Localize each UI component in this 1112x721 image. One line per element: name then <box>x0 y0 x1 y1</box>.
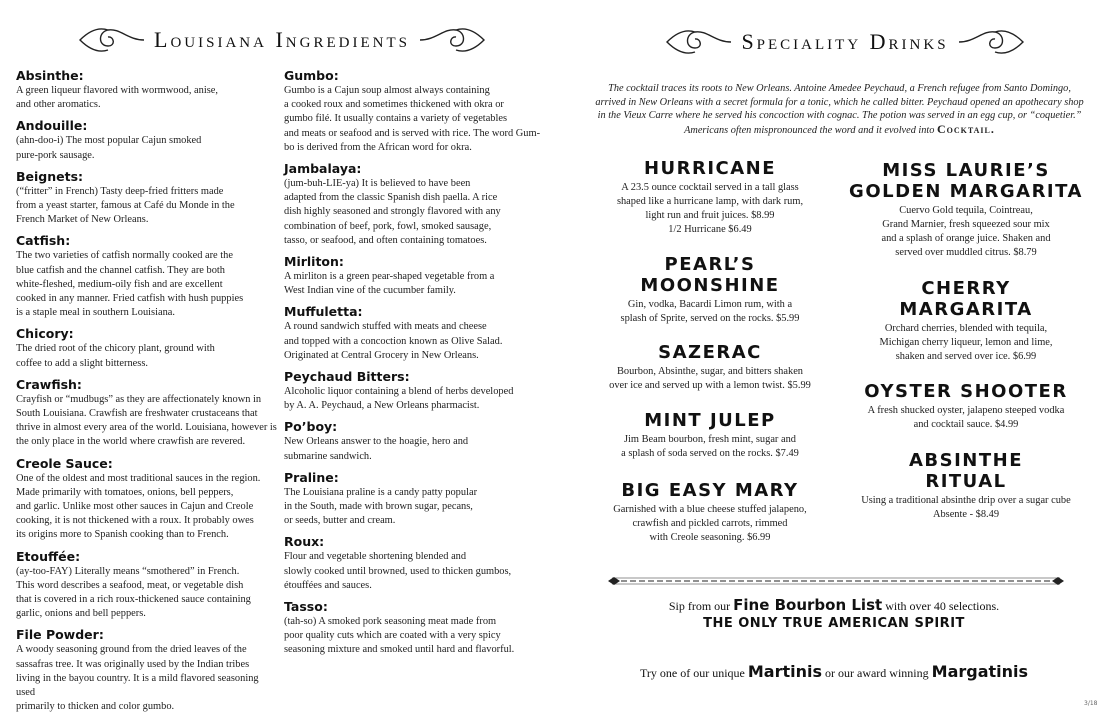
drink-name: ABSINTHE RITUAL <box>908 450 1023 492</box>
glossary-term: Etouffée: <box>16 548 81 564</box>
martini-mid: or our award winning <box>825 666 929 680</box>
ingredients-column-right <box>284 68 546 664</box>
glossary-definition: Flour and vegetable shortening blended and slowly cooked until browned, used to thicken gumbos, étouffées and sauces. <box>284 551 512 591</box>
drink-item <box>846 160 1086 260</box>
glossary-term: Chicory: <box>16 326 74 342</box>
glossary-definition: The two varieties of catfish normally cooked are the blue catfish and the channel catfish. They are both white-fleshed, medium-oily fish and are excellent cooked in any manner. Fried catfish with hush puppies is a staple meal in southern Louisiana. <box>16 250 244 319</box>
glossary-entry <box>16 549 278 622</box>
drink-name: BIG EASY MARY <box>621 480 799 501</box>
drinks-title: Speciality Drinks <box>741 29 949 54</box>
right-flourish-icon <box>418 20 488 60</box>
bourbon-promo <box>600 596 1068 631</box>
glossary-entry <box>16 68 278 112</box>
bourbon-list-link: Fine Bourbon List <box>733 596 883 614</box>
glossary-entry <box>284 304 546 363</box>
glossary-definition: (ahn-doo-i) The most popular Cajun smoked pure-pork sausage. <box>16 135 202 161</box>
drink-description: Gin, vodka, Bacardi Limon rum, with a splash of Sprite, served on the rocks. $5.99 <box>620 299 800 324</box>
glossary-term: File Powder: <box>16 627 104 643</box>
right-flourish-icon <box>957 22 1027 62</box>
glossary-definition: New Orleans answer to the hoagie, hero and submarine sandwich. <box>284 436 469 462</box>
drink-name: HURRICANE <box>643 158 777 179</box>
glossary-entry <box>284 534 546 593</box>
drink-item <box>596 410 824 461</box>
glossary-term: Catfish: <box>16 233 71 249</box>
drink-name: MISS LAURIE’S GOLDEN MARGARITA <box>849 160 1083 202</box>
bourbon-post: with over 40 selections. <box>885 599 1000 613</box>
martini-pre: Try one of our unique <box>639 666 745 680</box>
drink-item <box>596 254 824 326</box>
glossary-entry <box>16 456 278 543</box>
glossary-entry <box>284 419 546 463</box>
glossary-term: Beignets: <box>16 168 84 184</box>
drink-item <box>846 381 1086 432</box>
ingredients-column-left <box>16 68 278 721</box>
glossary-entry <box>284 254 546 298</box>
glossary-definition: A green liqueur flavored with wormwood, anise, and other aromatics. <box>16 85 218 111</box>
drink-description: Jim Beam bourbon, fresh mint, sugar and a splash of soda served on the rocks. $7.49 <box>621 434 799 459</box>
drink-item <box>590 480 830 545</box>
glossary-term: Creole Sauce: <box>16 455 113 471</box>
glossary-entry <box>16 326 278 370</box>
drink-description: Orchard cherries, blended with tequila, Michigan cherry liqueur, lemon and lime, shaken and served over ice. $6.99 <box>879 323 1053 362</box>
glossary-entry <box>16 118 278 162</box>
glossary-definition: Gumbo is a Cajun soup almost always containing a cooked roux and sometimes thickened with okra or gumbo filé. It usually contains a variety of vegetables and meats or seafood and is served with rice. The word Gum- bo is derived from the African word for okra. <box>284 85 541 153</box>
glossary-entry <box>16 233 278 320</box>
drink-description: Cuervo Gold tequila, Cointreau, Grand Marnier, fresh squeezed sour mix and a splash of orange juice. Shaken and served over muddled citrus. $8.79 <box>881 205 1051 258</box>
margatinis-label: Margatinis <box>931 662 1029 681</box>
drink-name: OYSTER SHOOTER <box>864 381 1068 402</box>
bourbon-pre: Sip from our <box>668 599 731 613</box>
glossary-term: Jambalaya: <box>284 161 362 177</box>
glossary-definition: Crayfish or “mudbugs” as they are affectionately known in South Louisiana. Crawfish are freshwater crustaceans that thrive in almost every area of the world. Louisiana, however is the only place in the world where crawfish are revered. <box>16 393 277 448</box>
drink-item <box>846 450 1086 522</box>
glossary-entry <box>284 470 546 529</box>
glossary-term: Crawfish: <box>16 376 82 392</box>
left-flourish-icon <box>663 22 733 62</box>
drink-item <box>850 278 1082 364</box>
ingredients-header <box>72 20 492 60</box>
drink-description: A fresh shucked oyster, jalapeno steeped vodka and cocktail sauce. $4.99 <box>867 405 1065 430</box>
glossary-term: Roux: <box>284 534 325 550</box>
glossary-definition: (“fritter” in French) Tasty deep-fried fritters made from a yeast starter, famous at Café du Monde in the French Market of New Orleans. <box>16 185 235 226</box>
drink-name: CHERRY MARGARITA <box>899 278 1033 320</box>
drink-name: PEARL’S MOONSHINE <box>640 254 780 296</box>
glossary-term: Gumbo: <box>284 68 339 83</box>
ingredients-title: Louisiana Ingredients <box>154 27 410 52</box>
glossary-definition: One of the oldest and most traditional sauces in the region. Made primarily with tomatoes, onions, bell peppers, and garlic. Unlike most other sauces in Cajun and Creole cooking, it is not thickened with a roux. It probably owes its origins more to Spanish cooking than to French. <box>16 472 261 541</box>
intro-text: The cocktail traces its roots to New Orleans. Antoine Amedee Peychaud, a French refugee from Santo Domingo, arrived in New Orleans with a secret formula for a tonic, which he called bitter. Peychaud opened an apothecary shop in the Vieux Carre where he served his concoction with cognac. The potion was served in an egg cup, or “coquetier.” Americans often mispronounced the word and it evolved into <box>595 83 1084 136</box>
glossary-definition: A round sandwich stuffed with meats and cheese and topped with a concoction known as Olive Salad. Originated at Central Grocery in New Orleans. <box>284 321 503 361</box>
glossary-entry <box>16 377 278 450</box>
drink-description: Garnished with a blue cheese stuffed jalapeno, crawfish and pickled carrots, rimmed with Creole seasoning. $6.99 <box>613 504 807 543</box>
glossary-definition: (tah-so) A smoked pork seasoning meat made from poor quality cuts which are coated with a very spicy seasoning mixture and smoked until hard and flavorful. <box>284 616 515 656</box>
left-flourish-icon <box>76 20 146 60</box>
page-number: 3/18 <box>1084 700 1098 707</box>
drink-description: A 23.5 ounce cocktail served in a tall glass shaped like a hurricane lamp, with dark rum, light run and fruit juices. $8.99 1/2 Hurricane $6.49 <box>616 182 804 235</box>
glossary-definition: A mirliton is a green pear-shaped vegetable from a West Indian vine of the cucumber family. <box>284 271 495 297</box>
intro-highlight: Cocktail. <box>937 121 995 136</box>
glossary-definition: A woody seasoning ground from the dried leaves of the sassafras tree. It was originally used by the Indian tribes living in the bayou country. It is a mild flavored seasoning used primarily to thicken and color gumbo. <box>16 644 259 713</box>
martini-promo <box>600 662 1068 681</box>
glossary-term: Praline: <box>284 469 339 485</box>
drink-name: SAZERAC <box>658 342 762 363</box>
glossary-definition: The dried root of the chicory plant, ground with coffee to add a slight bitterness. <box>16 343 215 369</box>
glossary-entry <box>16 169 278 228</box>
glossary-entry <box>284 369 546 413</box>
drink-item <box>596 158 824 237</box>
glossary-entry <box>284 599 546 658</box>
glossary-term: Tasso: <box>284 599 328 615</box>
martinis-label: Martinis <box>747 662 822 681</box>
glossary-entry <box>16 627 278 714</box>
glossary-term: Muffuletta: <box>284 304 363 320</box>
glossary-entry <box>284 161 546 248</box>
drink-item <box>590 342 830 393</box>
glossary-term: Absinthe: <box>16 68 84 83</box>
cocktail-history-paragraph <box>592 82 1087 137</box>
drinks-header <box>650 22 1040 62</box>
drink-description: Bourbon, Absinthe, sugar, and bitters shaken over ice and served up with a lemon twist. $5.99 <box>609 366 811 391</box>
glossary-definition: Alcoholic liquor containing a blend of herbs developed by A. A. Peychaud, a New Orleans pharmacist. <box>284 386 514 412</box>
glossary-term: Andouille: <box>16 118 88 134</box>
glossary-definition: The Louisiana praline is a candy patty popular in the South, made with brown sugar, pecans, or seeds, butter and cream. <box>284 486 478 527</box>
glossary-definition: (jum-buh-LIE-ya) It is believed to have been adapted from the classic Spanish dish paella. A rice dish highly seasoned and strongly flavored with any combination of beef, pork, fowl, smoked sausage, tasso, or seafood, and often containing tomatoes. <box>284 178 501 246</box>
glossary-term: Po’boy: <box>284 419 338 435</box>
drink-description: Using a traditional absinthe drip over a sugar cube Absente - $8.49 <box>861 495 1071 520</box>
bourbon-tagline: THE ONLY TRUE AMERICAN SPIRIT <box>703 616 965 631</box>
glossary-definition: (ay-too-FAY) Literally means “smothered” in French. This word describes a seafood, meat, or vegetable dish that is covered in a rich roux-thickened sauce containing garlic, onions and bell peppers. <box>16 565 251 620</box>
drink-name: MINT JULEP <box>644 410 776 431</box>
ornamental-divider <box>608 574 1064 588</box>
glossary-entry <box>284 68 546 155</box>
glossary-term: Peychaud Bitters: <box>284 369 410 385</box>
glossary-term: Mirliton: <box>284 254 344 270</box>
